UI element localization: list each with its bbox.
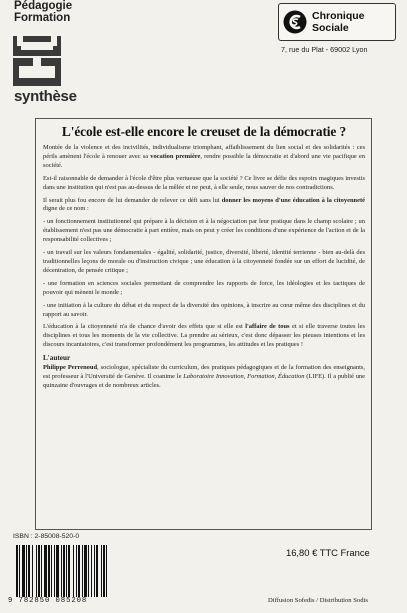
series-branding	[14, 0, 134, 24]
distribution-label: Diffusion Sofedis / Distribution Sodis	[268, 597, 368, 604]
bullet-institution: - un fonctionnement institutionnel qui prépare à la décision et à la négociation par leur pratique dans le champ scolaire ; un établissement n'est pas une démocratie à part entière, mais on peut y créer les conditions d'une expérience de l'action et de la responsabilité collectives ;	[43, 218, 365, 244]
author-text-b: (LIFE). Il a publié une quinzaine d'ouvrages et de nombreux articles.	[43, 373, 365, 389]
publisher-name-line1: Chronique	[312, 10, 365, 22]
paragraph-question: Est-il raisonnable de demander à l'école d'être plus vertueuse que la société ? Ce livre se défie des espoirs magiques investis dans une institution qui n'est pas au-dessus de la mêlée et ne peut, à elle seule, nous sauver de nos contradictions.	[43, 174, 365, 191]
paragraph-conclusion	[43, 323, 365, 350]
isbn-label: ISBN : 2-85008-520-0	[13, 533, 80, 540]
publisher-address: 7, rue du Plat - 69002 Lyon	[281, 45, 368, 54]
barcode-icon	[10, 545, 148, 597]
author-text-a: , sociologue, spécialiste du curriculum, des pratiques pédagogiques et de la formation des enseignants, est professeur à l'Université de Genève. Il coanime le	[43, 364, 365, 381]
p4-text-a: L'éducation à la citoyenneté n'a de chance d'avoir des effets que si elle est	[43, 323, 246, 331]
author-heading: L'auteur	[43, 354, 71, 363]
p1-bold: vocation première	[150, 152, 201, 160]
publisher-name-line2: Sociale	[312, 22, 349, 34]
main-title: L'école est-elle encore le creuset de la démocratie ?	[61, 124, 347, 139]
p1-text-a: Montée de la violence et des incivilités, individualisme triomphant, affaiblissement du lien social et des solidarités : ces périls amènent l'école à renouer avec sa	[43, 144, 365, 160]
price-label: 16,80 € TTC France	[286, 547, 370, 558]
author-name: Philippe Perrenoud	[43, 364, 98, 372]
p3-text-c: digne de ce nom :	[43, 205, 89, 213]
paragraph-means	[43, 197, 365, 215]
publisher-name	[312, 10, 365, 34]
barcode-digits: 9 782850 085208	[8, 597, 88, 605]
author-lab: Laboratoire Innovation, Formation, Éducation	[183, 373, 305, 381]
p3-text-a: Il serait plus fou encore de lui demander de relever ce défi sans lui	[43, 196, 222, 204]
p3-bold: donner les moyens d'une éducation à la citoyenneté	[221, 196, 365, 204]
paragraph-intro	[43, 144, 365, 171]
series-synthese-label: synthèse	[14, 88, 77, 105]
publisher-badge	[278, 3, 396, 41]
bullet-values: - un travail sur les valeurs fondamentales - égalité, solidarité, justice, diversité, liberté, identité terrienne - bien au-delà des traditionnelles leçons de morale ou d'instruction civique ; une éducation à la citoyenneté fondée sur un effort de lucidité, de décentration, de pensée critique ;	[43, 249, 365, 274]
p1-text-c: , rendre possible la démocratie et d'abord une vie pacifique en société.	[43, 152, 365, 169]
bullet-debate: - une initiation à la culture du débat et du respect de la diversité des opinions, à inscrire au cœur même des disciplines et du rapport au savoir.	[43, 301, 365, 318]
series-line-pedagogie: Pédagogie	[14, 0, 73, 12]
chronique-sociale-logo-icon	[283, 10, 307, 34]
series-emblem-icon	[13, 36, 61, 86]
p4-bold: l'affaire de tous	[245, 323, 290, 331]
bullet-social-sciences: - une formation en sciences sociales permettant de comprendre les rapports de force, les idéologies et les tactiques de pouvoir qui mènent le monde ;	[43, 279, 365, 296]
author-bio	[43, 364, 365, 391]
series-line-formation: Formation	[14, 12, 71, 24]
p4-text-c: et si elle traverse toutes les disciplines et tous les moments de la vie collective. La prendre au sérieux, c'est donc dépasser les pieuses intentions et les discours incantatoires, c'est transformer profondément les programmes, les attitudes et les pratiques !	[43, 323, 365, 349]
back-cover-text-box	[35, 118, 372, 530]
